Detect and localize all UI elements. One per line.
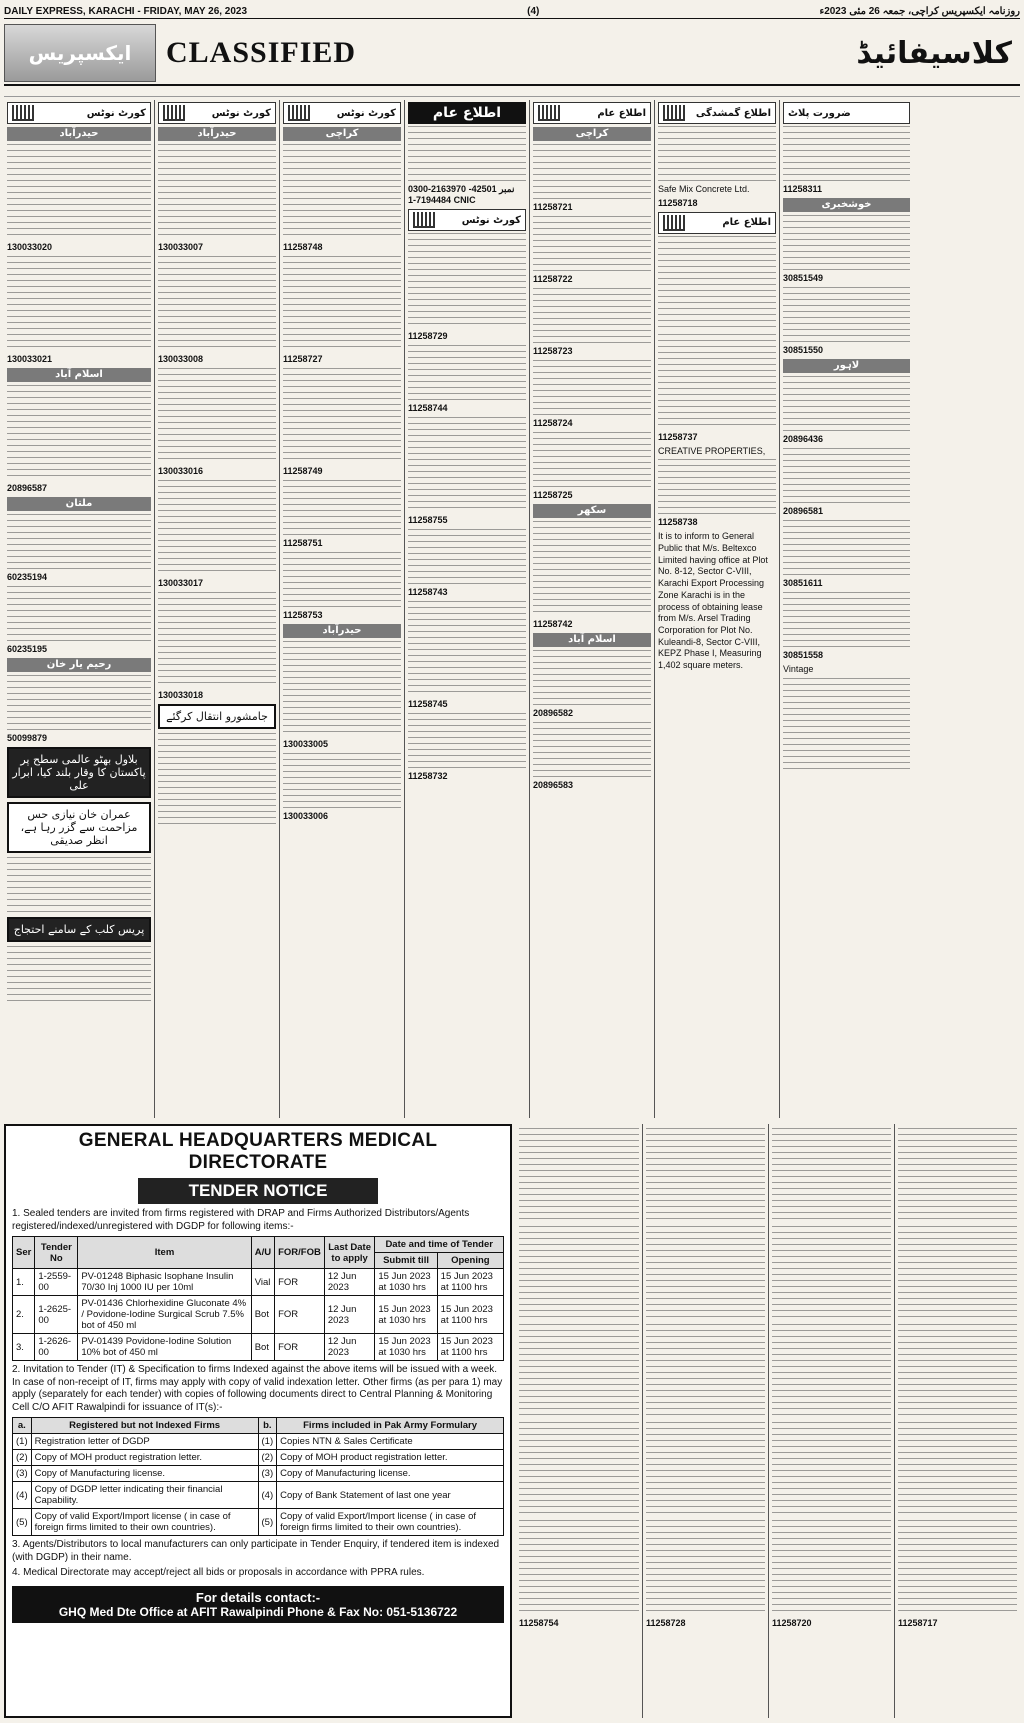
ad-ref: 20896436 [783, 434, 824, 444]
ad-ref: 20896583 [533, 780, 574, 790]
city-heading: کراچی [283, 127, 401, 141]
bottom-column-3 [768, 1124, 894, 1718]
city-heading: اسلام آباد [7, 368, 151, 382]
table-row: 3. 1-2626-00 PV-01439 Povidone-Iodine Solution 10% bot of 450 ml Bot FOR 12 Jun 2023 15 Jun 2023 at 1030 hrs 15 Jun 2023 at 1100 hrs [13, 1334, 504, 1361]
ad-ref: 11258718 [658, 197, 698, 208]
tender-intro: 1. Sealed tenders are invited from firms registered with DRAP and Firms Authorized Distributors/Agents registered/indexed/unregistered with DGDP for following items:- [12, 1208, 470, 1232]
court-icon [413, 212, 435, 228]
city-heading: حیدرآباد [158, 127, 276, 141]
city-heading: ملتان [7, 497, 151, 511]
table-row: (4) Copy of DGDP letter indicating their financial Capability. (4) Copy of Bank Statement of last one year [13, 1482, 504, 1509]
ad-ref: 11258744 [408, 403, 448, 413]
public-notice-title: اطلاع عام [408, 102, 526, 124]
ad-ref: 11258722 [533, 274, 573, 284]
column-3 [279, 100, 404, 1118]
ad-ref: 11258748 [283, 242, 323, 252]
table-row: 2. 1-2625-00 PV-01436 Chlorhexidine Gluconate 4% / Povidone-Iodine Surgical Scrub 7.5% bot of 450 ml Bot FOR 12 Jun 2023 15 Jun 2023 at 1030 hrs 15 Jun 2023 at 1100 hrs [13, 1296, 504, 1334]
ad-ref: 11258724 [533, 418, 573, 428]
ad-ref: 11258721 [533, 202, 573, 212]
tender-subtitle: TENDER NOTICE [138, 1178, 378, 1204]
imran-banner: عمران خان نیازی حس مزاحمت سے گزر رہا ہے، انظر صدیقی [7, 802, 151, 853]
ad-ref: 20896587 [7, 483, 48, 493]
court-icon [288, 105, 310, 121]
table-row: (3) Copy of Manufacturing license. (3) Copy of Manufacturing license. [13, 1466, 504, 1482]
classified-title-ur: کلاسیفائیڈ [856, 35, 1012, 71]
ad-ref: 11258727 [283, 354, 323, 364]
tender-table: Ser Tender No Item A/U FOR/FOB Last Date to apply Date and time of Tender Submit till Opening 1. 1-2559-00 PV-01248 Biphasic Isophane Insulin 70/30 Inj 1000 IU per 10ml Vial FOR 12 Jun 2023 15 Jun 2023 at 1030 hrs 15 Jun 2023 at 1100 hrs 2. 1-2625-00 PV-01436 Chlorhexidine Gluconate 4% / Povidone-Iodine Surgical Scrub 7.5% bot of 450 ml Bot FOR 12 Jun 2023 15 Jun 2023 at 1030 hrs 15 Jun 2023 at 1100 hrs 3. 1-2626-00 PV-01439 Povidone-Iodine Solution 10% bot of 450 ml Bot FOR 12 Jun 2023 15 Jun 2023 at 1030 hrs 15 Jun 2023 at 1100 hrs [12, 1236, 504, 1361]
classified-columns [4, 100, 1020, 1118]
city-heading: خوشخبری [783, 198, 910, 212]
ad-ref: 130033008 [158, 354, 204, 364]
beltexco-notice: It is to inform to General Public that M/s. Beltexco Limited having office at Plot No. 8-12, Sector C-VIII, Karachi Export Processing Zone Karachi is in the process of obtaining lease from M/s. Arsel Trading Corporation for Plot No. Kuleandi-8, Sector C-VIII, KEPZ Phase I, Measuring 1,402 square meters. [658, 531, 768, 670]
ad-ref: 30851611 [783, 578, 823, 588]
tender-contact: For details contact:- GHQ Med Dte Office at AFIT Rawalpindi Phone & Fax No: 051-5136722 [12, 1586, 504, 1623]
column-header: کورٹ نوٹس [283, 102, 401, 124]
ad-ref: 11258728 [646, 1618, 686, 1628]
bottom-column-2 [642, 1124, 768, 1718]
megaphone-icon [663, 215, 685, 231]
cnic-line: 0300-2163970 نمبر 42501-7194484-1 CNIC [408, 184, 515, 205]
ad-ref: 130033016 [158, 466, 204, 476]
ad-ref: 60235194 [7, 572, 48, 582]
ad-ref: 130033006 [283, 811, 329, 821]
table-row: 1. 1-2559-00 PV-01248 Biphasic Isophane Insulin 70/30 Inj 1000 IU per 10ml Vial FOR 12 Jun 2023 15 Jun 2023 at 1030 hrs 15 Jun 2023 at 1100 hrs [13, 1269, 504, 1296]
documents-table: a. Registered but not Indexed Firms b. Firms included in Pak Army Formulary (1) Registration letter of DGDP (1) Copies NTN & Sales Certificate (2) Copy of MOH product registration letter. (2) Copy of MOH product registration letter. (3) Copy of Manufacturing license. (3) Copy of Manufacturing license. (4) Copy of DGDP letter indicating their financial Capability. (4) Copy of Bank Statement of last one year (5) Copy of valid Export/Import license ( in case of foreign firms limited to their own countries). (5) Copy of valid Export/Import license ( in case of foreign firms limited to their own countries). [12, 1417, 504, 1536]
safe-mix-line: Safe Mix Concrete Ltd. [658, 184, 750, 194]
table-row: (2) Copy of MOH product registration letter. (2) Copy of MOH product registration letter. [13, 1450, 504, 1466]
masthead [4, 22, 1020, 86]
ad-ref: 130033018 [158, 690, 204, 700]
column-header: کورٹ نوٹس [158, 102, 276, 124]
folio-line [4, 4, 1020, 19]
ad-ref: 11258754 [519, 1618, 559, 1628]
tender-para-2: 2. Invitation to Tender (IT) & Specification to firms Indexed against the above items will be issued with a week. In case of non-receipt of IT, firms may apply with copy of valid indexation letter. Other firms (as per para 1) may apply (separately for each tender) with copies of following documents direct to Central Planning & Monitoring Cell C/O AFIT Rawalpindi for issuance of IT(s):- [12, 1364, 503, 1413]
column-header: اطلاع عام [533, 102, 651, 124]
ad-ref: 130033017 [158, 578, 204, 588]
court-icon [163, 105, 185, 121]
column-6 [654, 100, 779, 1118]
tender-para-4: 4. Medical Directorate may accept/reject all bids or proposals in accordance with PPRA rules. [12, 1567, 425, 1578]
column-1 [4, 100, 154, 1118]
ad-ref: 130033007 [158, 242, 204, 252]
ad-ref: 30851558 [783, 650, 824, 660]
column-header: کورٹ نوٹس [408, 209, 526, 231]
ad-ref: 11258755 [408, 515, 448, 525]
ad-ref: 20896581 [783, 506, 824, 516]
ad-ref: 11258729 [408, 331, 448, 341]
ad-ref: 11258753 [283, 610, 323, 620]
column-2 [154, 100, 279, 1118]
ad-ref: 30851549 [783, 273, 824, 283]
table-row: (5) Copy of valid Export/Import license ( in case of foreign firms limited to their own countries). (5) Copy of valid Export/Import license ( in case of foreign firms limited to their own countries). [13, 1509, 504, 1536]
ad-ref: 11258743 [408, 587, 448, 597]
column-header: اطلاع گمشدگی [658, 102, 776, 124]
city-heading: کراچی [533, 127, 651, 141]
tender-title: GENERAL HEADQUARTERS MEDICAL DIRECTORATE [78, 1130, 438, 1173]
ad-ref: 11258742 [533, 619, 573, 629]
ad-ref: 130033005 [283, 739, 329, 749]
folio-left: DAILY EXPRESS, KARACHI - FRIDAY, MAY 26, 2023 [4, 5, 248, 17]
express-logo: ایکسپریس [4, 24, 156, 82]
column-header: کورٹ نوٹس [7, 102, 151, 124]
ad-ref: 11258738 [658, 517, 698, 528]
ad-ref: 60235195 [7, 644, 48, 654]
court-icon [12, 105, 34, 121]
ad-ref: 11258723 [533, 346, 573, 356]
ad-ref: 20896582 [533, 708, 574, 718]
ad-ref: 11258751 [283, 538, 323, 548]
city-heading: حیدرآباد [283, 624, 401, 638]
protest-banner: پریس کلب کے سامنے احتجاج [7, 917, 151, 942]
column-header: اطلاع عام [658, 212, 776, 234]
ad-ref: 11258725 [533, 490, 573, 500]
ad-ref: 11258732 [408, 771, 448, 781]
city-heading: اسلام آباد [533, 633, 651, 647]
megaphone-icon [538, 105, 560, 121]
table-row: (1) Registration letter of DGDP (1) Copies NTN & Sales Certificate [13, 1434, 504, 1450]
vintage-line: Vintage [783, 664, 814, 674]
city-heading: رحیم یار خان [7, 658, 151, 672]
folio-right: روزنامہ ایکسپریس کراچی، جمعہ 26 مئی 2023ء [819, 5, 1020, 17]
ad-ref: 11258749 [283, 466, 323, 476]
ad-ref: 11258737 [658, 431, 698, 442]
tagline [4, 86, 1020, 97]
ad-ref: 130033021 [7, 354, 53, 364]
classified-title-en: CLASSIFIED [166, 36, 357, 69]
ad-ref: 130033020 [7, 242, 53, 252]
column-4 [404, 100, 529, 1118]
folio-page-number: (4) [527, 5, 540, 17]
ad-ref: 30851550 [783, 345, 824, 355]
ad-ref: 50099879 [7, 733, 48, 743]
bhutto-banner: بلاول بھٹو عالمی سطح پر پاکستان کا وقار بلند کیا، ابرار علی [7, 747, 151, 798]
ad-ref: 11258720 [772, 1618, 812, 1628]
column-header: ضرورت پلاٹ [783, 102, 910, 124]
city-heading: لاہور [783, 359, 910, 373]
city-heading: حیدرآباد [7, 127, 151, 141]
ad-ref: 11258745 [408, 699, 448, 709]
city-heading: سکھر [533, 504, 651, 518]
ad-ref: 11258717 [898, 1618, 938, 1628]
creative-properties: CREATIVE PROPERTIES, [658, 445, 766, 456]
bottom-columns [516, 1124, 1020, 1718]
bottom-column-4 [894, 1124, 1020, 1718]
megaphone-icon [663, 105, 685, 121]
transfer-banner: جامشورو انتقال کرگئے [158, 704, 276, 729]
bottom-column-1 [516, 1124, 642, 1718]
tender-notice [4, 1124, 512, 1718]
column-5 [529, 100, 654, 1118]
ad-ref: 11258311 [783, 184, 823, 194]
tender-para-3: 3. Agents/Distributors to local manufacturers can only participate in Tender Enquiry, if tendered item is indexed (with DGDP) in their name. [12, 1539, 500, 1563]
column-7 [779, 100, 913, 1118]
